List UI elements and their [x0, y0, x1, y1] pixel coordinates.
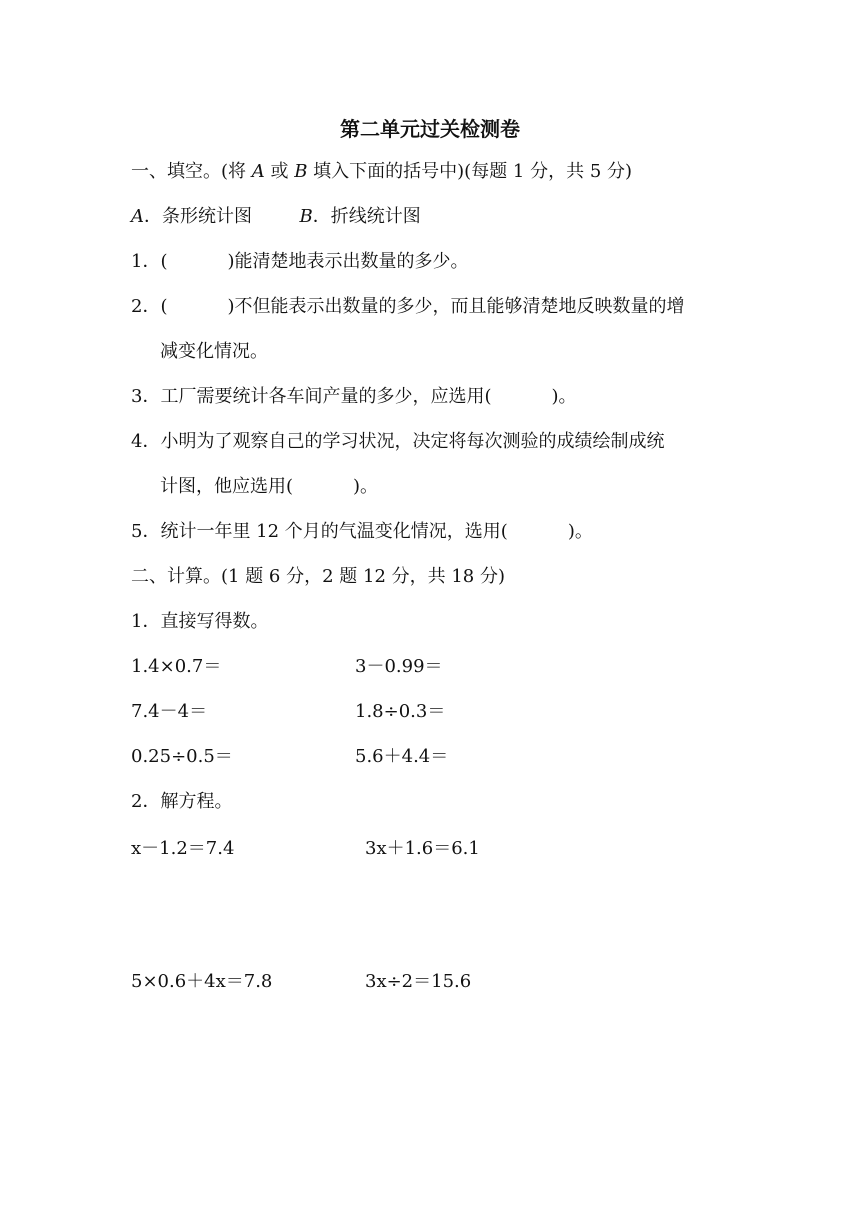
calc-2: 3－0.99＝: [355, 656, 443, 677]
part1-header-b: B: [294, 161, 308, 182]
question-2: [131, 295, 685, 319]
q3-suffix: )。: [551, 386, 577, 407]
equation-2: 3x＋1.6＝6.1: [365, 838, 480, 859]
question-3: [131, 385, 577, 409]
part2-sub2: 2．解方程。: [131, 791, 233, 812]
calc-5: 0.25÷0.5＝: [131, 746, 233, 767]
part1-header-text-b: 或: [264, 161, 295, 182]
question-1: [131, 250, 469, 274]
option-b-label: B: [299, 206, 313, 227]
part1-header-text-a: 一、填空。(将: [131, 161, 252, 182]
part1-header: [131, 160, 632, 184]
part2-sub1: 1．直接写得数。: [131, 611, 269, 632]
q5-text: 5．统计一年里 12 个月的气温变化情况，选用(: [131, 521, 508, 542]
q4-suffix: )。: [353, 476, 379, 497]
question-2-cont: 减变化情况。: [160, 341, 268, 362]
calc-3: 7.4－4＝: [131, 701, 208, 722]
q1-text: )能清楚地表示出数量的多少。: [227, 251, 469, 272]
q5-suffix: )。: [567, 521, 593, 542]
q4-text: 计图，他应选用(: [160, 476, 294, 497]
q2-prefix: 2．(: [131, 296, 168, 317]
calc-4: 1.8÷0.3＝: [355, 701, 446, 722]
option-a-text: ．条形统计图: [144, 206, 252, 227]
equation-3: 5×0.6＋4x＝7.8: [131, 971, 273, 992]
equation-4: 3x÷2＝15.6: [365, 971, 472, 992]
part1-header-text-c: 填入下面的括号中)(每题 1 分，共 5 分): [307, 161, 633, 182]
q1-prefix: 1．(: [131, 251, 168, 272]
q3-text: 3．工厂需要统计各车间产量的多少，应选用(: [131, 386, 492, 407]
question-4: 4．小明为了观察自己的学习状况，决定将每次测验的成绩绘制成统: [131, 431, 665, 452]
option-b-text: ．折线统计图: [312, 206, 421, 227]
page-title: 第二单元过关检测卷: [340, 117, 520, 141]
option-a-label: A: [131, 206, 144, 227]
equation-1: x－1.2＝7.4: [131, 838, 235, 859]
options-line: [131, 205, 421, 229]
calc-6: 5.6＋4.4＝: [355, 746, 449, 767]
q2-text: )不但能表示出数量的多少，而且能够清楚地反映数量的增: [227, 296, 685, 317]
question-4-cont: [160, 475, 378, 499]
question-5: [131, 520, 593, 544]
calc-1: 1.4×0.7＝: [131, 656, 222, 677]
part2-header: 二、计算。(1 题 6 分，2 题 12 分，共 18 分): [131, 566, 505, 587]
part1-header-a: A: [251, 161, 265, 182]
